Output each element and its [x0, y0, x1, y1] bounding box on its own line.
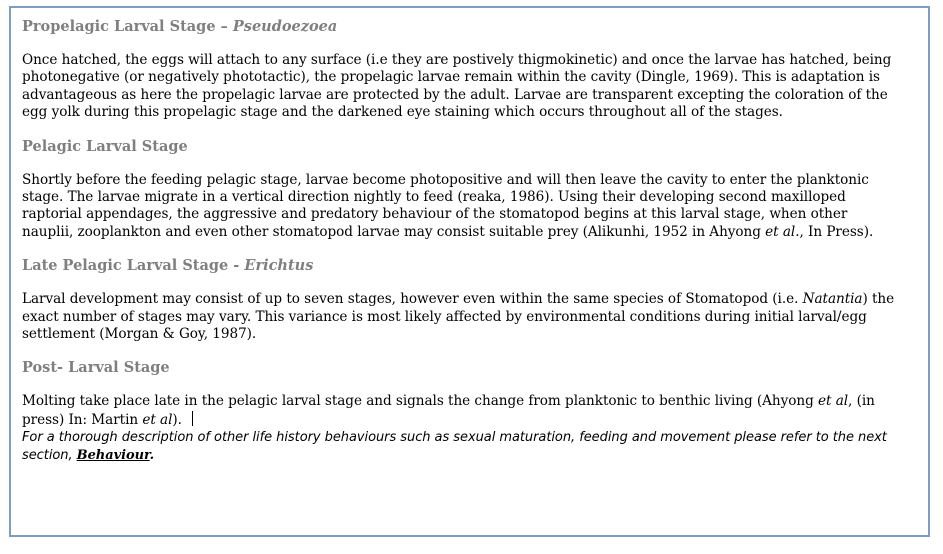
heading-late-pelagic [22, 257, 902, 275]
note-paragraph [22, 429, 902, 464]
paragraph-pelagic-b: , In Press). [799, 223, 874, 240]
paragraph-late-pelagic-a: Larval development may consist of up to seven stages, however even within the same species of Stomatopod (i.e. [22, 291, 803, 308]
paragraph-post-larval-em2: et al [142, 411, 173, 428]
note-text: For a thorough description of other life history behaviours such as sexual maturation, feeding and movement please refer to the next section, [22, 430, 887, 463]
document-frame [9, 6, 930, 537]
heading-propelagic [22, 18, 902, 36]
paragraph-late-pelagic-b: ) the exact number of stages may vary. This variance is most likely affected by environmental conditions during initial larval/egg settlement (Morgan & Goy, 1987). [22, 291, 895, 343]
heading-propelagic-em: Pseudoezoea [232, 18, 338, 35]
paragraph-pelagic-a: Shortly before the feeding pelagic stage, larvae become photopositive and will then leave the cavity to enter the planktonic stage. The larvae migrate in a vertical direction nightly to feed (reaka, 1986). Using their developing second maxilloped raptorial appendages, the aggressive and predatory behaviour of the stomatopod begins at this larval stage, when other nauplii, zooplankton and even other stomatopod larvae may consist suitable prey (Alikunhi, 1952 in Ahyong [22, 171, 869, 240]
paragraph-pelagic-em: et al. [765, 223, 800, 240]
heading-propelagic-text: Propelagic Larval Stage – [22, 18, 233, 35]
paragraph-post-larval [22, 393, 902, 429]
paragraph-post-larval-a: Molting take place late in the pelagic larval stage and signals the change from planktonic to benthic living (Ahyong [22, 393, 819, 410]
paragraph-post-larval-c: ). [172, 411, 182, 428]
behaviour-link[interactable]: Behaviour [76, 447, 150, 463]
heading-pelagic: Pelagic Larval Stage [22, 137, 188, 155]
paragraph-post-larval-em1: et al [818, 393, 849, 410]
note-end: . [149, 447, 155, 463]
paragraph-post-larval-b: , (in press) In: Martin [22, 393, 875, 428]
heading-late-pelagic-text: Late Pelagic Larval Stage - [22, 257, 245, 275]
paragraph-late-pelagic-em: Natantia [802, 291, 863, 308]
text-cursor [192, 411, 193, 426]
paragraph-late-pelagic [22, 291, 902, 343]
paragraph-propelagic: Once hatched, the eggs will attach to any surface (i.e they are postively thigmokinetic) and once the larvae has hatched, being photonegative (or negatively phototactic), the propelagic larvae remain within the cavity (Dingle, 1969). This is adaptation is advantageous as here the propelagic larvae are protected by the adult. Larvae are transparent excepting the coloration of the egg yolk during this propelagic stage and the darkened eye staining which occurs throughout all of the stages. [22, 52, 892, 121]
heading-late-pelagic-em: Erichtus [244, 257, 314, 275]
document-body[interactable] [22, 18, 902, 464]
paragraph-pelagic [22, 172, 902, 242]
heading-post-larval: Post- Larval Stage [22, 359, 170, 377]
